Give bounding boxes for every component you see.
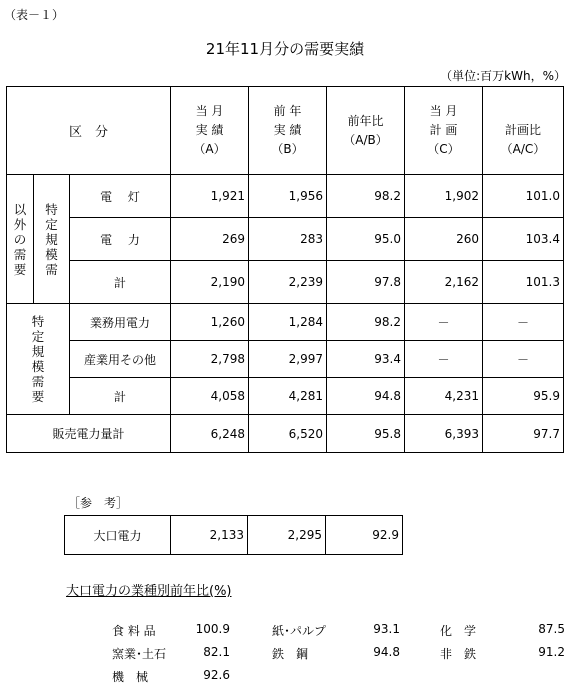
reference-table [64,515,403,555]
cell-ab: 94.8 [327,378,405,415]
cell-c: 4,231 [405,378,483,415]
row-label: 大口電力 [65,516,171,555]
row-label: 販売電力量計 [7,415,171,453]
group2-label: 特定規模需要 [7,304,70,415]
header-col-c: 当 月 計 画 （C） [405,87,483,175]
cell-ab: 97.8 [327,261,405,304]
row-label: 業務用電力 [70,304,171,341]
industry-value: 93.1 [373,622,400,636]
cell-ac: 101.0 [483,175,564,218]
industry-name: 鉄 鋼 [272,647,309,661]
industry-name: 紙･パルプ [272,624,327,638]
industry-value: 82.1 [203,645,230,659]
reference-heading: ［参 考］ [68,496,129,510]
cell-a: 269 [171,218,249,261]
cell-ac: 101.3 [483,261,564,304]
cell-ac: － [483,341,564,378]
cell-a: 1,260 [171,304,249,341]
header-kubun: 区 分 [7,87,171,175]
cell-b: 4,281 [249,378,327,415]
table-row [7,341,564,378]
row-label: 電 灯 [70,175,171,218]
industry-value: 87.5 [538,622,565,636]
cell-ab: 98.2 [327,175,405,218]
table-number: （表－１） [4,8,65,22]
industry-name: 窯業･土石 [112,647,167,661]
row-label: 計 [70,261,171,304]
row-label: 産業用その他 [70,341,171,378]
industry-value: 92.6 [203,668,230,682]
cell-a: 4,058 [171,378,249,415]
cell-ac: 95.9 [483,378,564,415]
header-col-b: 前 年 実 績 （B） [249,87,327,175]
page-title: 21年11月分の需要実績 [205,40,365,58]
table-row [7,304,564,341]
cell-b: 6,520 [249,415,327,453]
industry-name: 機 械 [112,670,149,684]
cell-b: 2,239 [249,261,327,304]
cell-ab: 92.9 [326,516,403,555]
row-label: 電 力 [70,218,171,261]
industry-heading: 大口電力の業種別前年比(%) [66,584,232,599]
header-row [7,87,564,175]
cell-b: 1,956 [249,175,327,218]
group1-inner-label: 特定規模需 [34,175,70,304]
cell-a: 6,248 [171,415,249,453]
cell-ab: 95.8 [327,415,405,453]
industry-name: 非 鉄 [440,647,477,661]
cell-b: 2,997 [249,341,327,378]
cell-a: 2,133 [171,516,248,555]
industry-value: 91.2 [538,645,565,659]
cell-c: 260 [405,218,483,261]
table-row-total [7,415,564,453]
group1-outer-label: 以外の需要 [7,175,34,304]
table-row [7,378,564,415]
cell-ab: 95.0 [327,218,405,261]
cell-c: － [405,341,483,378]
cell-ac: － [483,304,564,341]
header-col-ab: 前年比 （A/B） [327,87,405,175]
cell-ac: 103.4 [483,218,564,261]
table-row [7,218,564,261]
cell-b: 1,284 [249,304,327,341]
cell-a: 1,921 [171,175,249,218]
industry-name: 化 学 [440,624,477,638]
table-row [7,261,564,304]
cell-b: 2,295 [248,516,326,555]
demand-table [6,86,564,453]
cell-b: 283 [249,218,327,261]
header-col-ac: 計画比 （A/C） [483,87,564,175]
unit-label: （単位:百万kWh，%） [440,69,566,83]
table-row [7,175,564,218]
cell-c: － [405,304,483,341]
table-row [65,516,403,555]
row-label: 計 [70,378,171,415]
cell-c: 2,162 [405,261,483,304]
cell-a: 2,798 [171,341,249,378]
industry-value: 94.8 [373,645,400,659]
cell-ac: 97.7 [483,415,564,453]
header-col-a: 当 月 実 績 （A） [171,87,249,175]
cell-c: 6,393 [405,415,483,453]
industry-value: 100.9 [195,622,230,636]
cell-ab: 93.4 [327,341,405,378]
cell-c: 1,902 [405,175,483,218]
cell-a: 2,190 [171,261,249,304]
industry-name: 食 料 品 [112,624,156,638]
cell-ab: 98.2 [327,304,405,341]
